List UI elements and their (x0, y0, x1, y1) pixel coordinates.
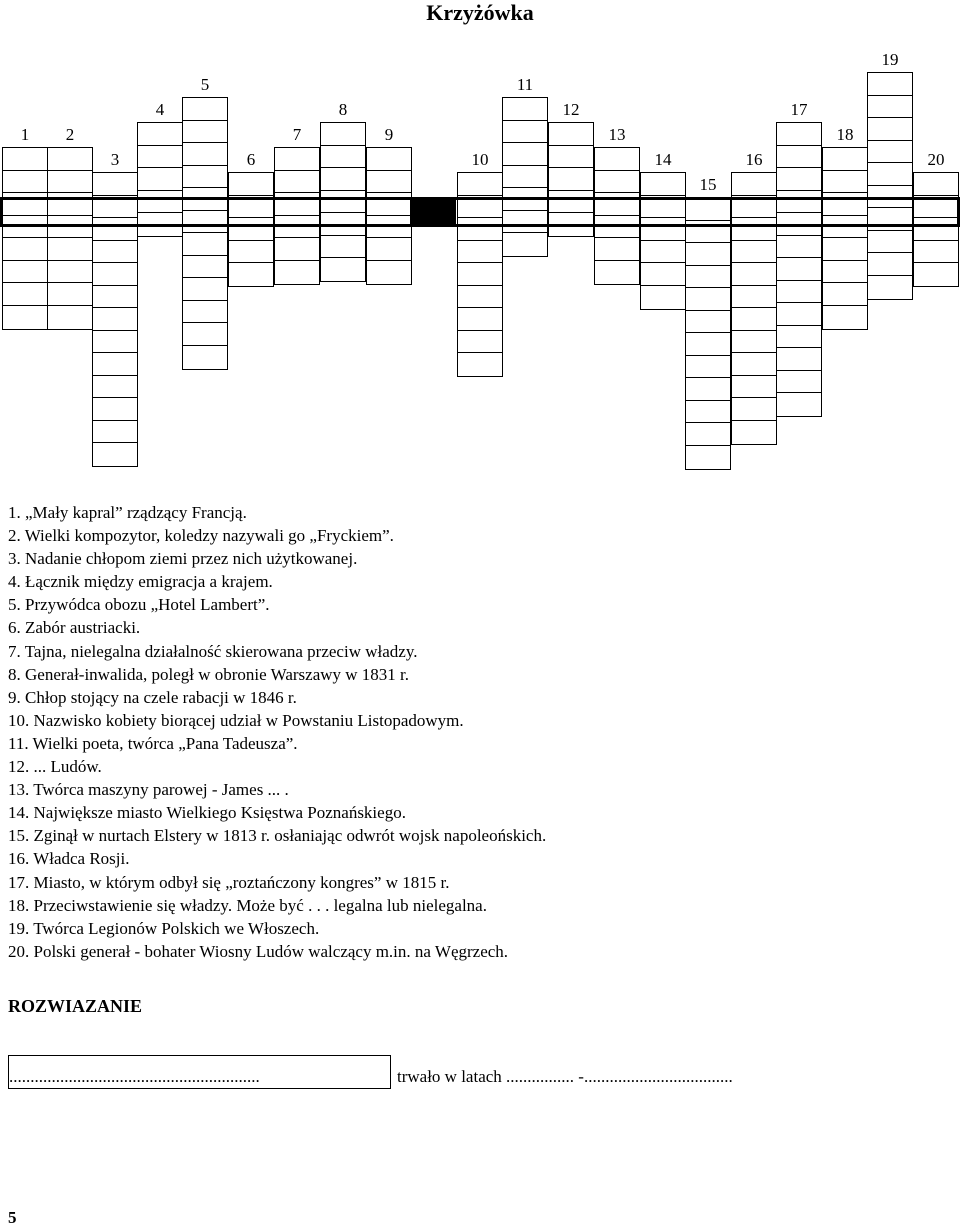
grid-cell[interactable] (776, 190, 822, 215)
grid-cell[interactable] (228, 262, 274, 287)
grid-cell[interactable] (731, 172, 777, 197)
clue-item: 5. Przywódca obozu „Hotel Lambert”. (8, 595, 270, 615)
grid-cell[interactable] (776, 325, 822, 350)
grid-cell[interactable] (685, 310, 731, 335)
grid-cell[interactable] (47, 305, 93, 330)
grid-cell[interactable] (867, 72, 913, 97)
grid-cell[interactable] (867, 95, 913, 120)
grid-cell[interactable] (2, 170, 48, 195)
clue-item: 2. Wielki kompozytor, koledzy nazywali go „Fryckiem”. (8, 526, 394, 546)
grid-cell[interactable] (228, 172, 274, 197)
grid-cell[interactable] (182, 322, 228, 347)
grid-cell[interactable] (2, 260, 48, 285)
grid-cell[interactable] (92, 262, 138, 287)
crossword-grid (0, 0, 960, 480)
clue-number-19: 19 (881, 50, 899, 69)
clue-item: 20. Polski generał - bohater Wiosny Ludów walczący m.in. na Węgrzech. (8, 941, 509, 961)
grid-cell[interactable] (502, 210, 548, 235)
grid-cell[interactable] (47, 215, 93, 240)
grid-cell[interactable] (92, 420, 138, 445)
grid-cell[interactable] (2, 192, 48, 217)
grid-cell[interactable] (731, 285, 777, 310)
grid-cell[interactable] (776, 302, 822, 327)
grid-cell[interactable] (366, 170, 412, 195)
grid-cell[interactable] (366, 192, 412, 217)
clue-item: 3. Nadanie chłopom ziemi przez nich użytkowanej. (8, 549, 358, 569)
grid-cell[interactable] (502, 97, 548, 122)
grid-cell[interactable] (776, 257, 822, 282)
grid-cell[interactable] (2, 237, 48, 262)
grid-cell[interactable] (548, 122, 594, 147)
grid-cell[interactable] (274, 260, 320, 285)
clue-number-13: 13 (608, 125, 626, 144)
grid-cell[interactable] (92, 442, 138, 467)
grid-cell[interactable] (92, 172, 138, 197)
clue-number-9: 9 (384, 125, 394, 144)
grid-cell[interactable] (502, 120, 548, 145)
grid-cell[interactable] (640, 217, 686, 242)
grid-cell[interactable] (274, 147, 320, 172)
grid-cell[interactable] (320, 145, 366, 170)
grid-cell[interactable] (274, 192, 320, 217)
grid-cell[interactable] (776, 212, 822, 237)
grid-cell[interactable] (685, 445, 731, 470)
grid-cell[interactable] (228, 240, 274, 265)
grid-cell[interactable] (457, 330, 503, 355)
grid-cell[interactable] (867, 275, 913, 300)
grid-cell[interactable] (731, 307, 777, 332)
grid-cell[interactable] (548, 212, 594, 237)
grid-cell[interactable] (182, 277, 228, 302)
grid-cell[interactable] (731, 352, 777, 377)
clue-item: 8. Generał-inwalida, poległ w obronie Warszawy w 1831 r. (8, 664, 410, 684)
grid-cell[interactable] (274, 215, 320, 240)
grid-cell[interactable] (47, 282, 93, 307)
grid-cell[interactable] (867, 162, 913, 187)
grid-cell[interactable] (320, 235, 366, 260)
clue-list (8, 501, 546, 963)
grid-cell[interactable] (822, 215, 868, 240)
grid-cell[interactable] (913, 240, 959, 265)
clue-item: 7. Tajna, nielegalna działalność skierowana przeciw władzy. (8, 641, 418, 661)
solution-heading: ROZWIAZANIE (8, 996, 143, 1016)
grid-cell[interactable] (913, 217, 959, 242)
clue-number-15: 15 (699, 175, 717, 194)
grid-cell[interactable] (2, 215, 48, 240)
grid-cell[interactable] (594, 170, 640, 195)
clue-number-17: 17 (790, 100, 808, 119)
grid-cell[interactable] (320, 167, 366, 192)
clue-item: 9. Chłop stojący na czele rabacji w 1846 r. (8, 687, 297, 707)
grid-cell[interactable] (685, 377, 731, 402)
grid-cell[interactable] (92, 330, 138, 355)
grid-cell[interactable] (502, 142, 548, 167)
clue-number-14: 14 (654, 150, 672, 169)
clue-item: 4. Łącznik między emigracja a krajem. (8, 572, 273, 592)
grid-cell[interactable] (502, 165, 548, 190)
grid-cell[interactable] (776, 392, 822, 417)
grid-cell[interactable] (685, 422, 731, 447)
grid-cell[interactable] (822, 282, 868, 307)
clue-number-5: 5 (200, 75, 210, 94)
grid-cell[interactable] (320, 190, 366, 215)
grid-cell[interactable] (182, 165, 228, 190)
grid-cell[interactable] (913, 195, 959, 220)
grid-cell[interactable] (502, 232, 548, 257)
solution-years-text: trwało w latach ................ -................................... (397, 1067, 733, 1086)
clue-number-4: 4 (155, 100, 165, 119)
grid-cell[interactable] (822, 192, 868, 217)
clue-number-3: 3 (110, 150, 120, 169)
grid-cell[interactable] (92, 397, 138, 422)
grid-cell[interactable] (2, 282, 48, 307)
grid-cell[interactable] (92, 352, 138, 377)
grid-cell[interactable] (685, 242, 731, 267)
grid-cell[interactable] (457, 240, 503, 265)
grid-cell[interactable] (594, 147, 640, 172)
grid-cell[interactable] (182, 232, 228, 257)
grid-cell[interactable] (685, 355, 731, 380)
grid-cell[interactable] (92, 307, 138, 332)
grid-cell[interactable] (182, 142, 228, 167)
clue-number-2: 2 (65, 125, 75, 144)
grid-cell[interactable] (92, 195, 138, 220)
grid-cell[interactable] (366, 237, 412, 262)
clue-number-1: 1 (20, 125, 30, 144)
clue-item: 19. Twórca Legionów Polskich we Włoszech. (8, 918, 320, 938)
grid-cell[interactable] (685, 265, 731, 290)
grid-cell[interactable] (228, 195, 274, 220)
grid-cell[interactable] (776, 370, 822, 395)
grid-cell[interactable] (182, 255, 228, 280)
grid-cell[interactable] (640, 195, 686, 220)
grid-cell[interactable] (731, 217, 777, 242)
grid-cell[interactable] (548, 190, 594, 215)
grid-cell[interactable] (640, 172, 686, 197)
grid-cell[interactable] (320, 212, 366, 237)
grid-cell[interactable] (457, 285, 503, 310)
grid-cell[interactable] (776, 347, 822, 372)
clue-item: 11. Wielki poeta, twórca „Pana Tadeusza”. (8, 733, 298, 753)
clue-item: 1. „Mały kapral” rządzący Francją. (8, 503, 247, 522)
clue-number-20: 20 (927, 150, 945, 169)
blocked-cell (410, 197, 456, 227)
grid-cell[interactable] (366, 147, 412, 172)
grid-cell[interactable] (822, 305, 868, 330)
grid-cell[interactable] (320, 257, 366, 282)
grid-cell[interactable] (867, 230, 913, 255)
grid-cell[interactable] (822, 260, 868, 285)
grid-cell[interactable] (457, 352, 503, 377)
clue-item: 12. ... Ludów. (8, 757, 102, 777)
grid-cell[interactable] (182, 345, 228, 370)
grid-cell[interactable] (2, 147, 48, 172)
grid-cell[interactable] (47, 147, 93, 172)
clue-item: 6. Zabór austriacki. (8, 618, 141, 638)
grid-cell[interactable] (457, 195, 503, 220)
grid-cell[interactable] (457, 307, 503, 332)
grid-cell[interactable] (594, 215, 640, 240)
grid-cell[interactable] (92, 240, 138, 265)
grid-cell[interactable] (776, 280, 822, 305)
grid-cell[interactable] (776, 235, 822, 260)
grid-cell[interactable] (366, 260, 412, 285)
grid-cell[interactable] (2, 305, 48, 330)
grid-cell[interactable] (731, 262, 777, 287)
grid-cell[interactable] (182, 300, 228, 325)
grid-cell[interactable] (47, 170, 93, 195)
grid-cell[interactable] (47, 192, 93, 217)
grid-cell[interactable] (502, 187, 548, 212)
grid-cell[interactable] (867, 207, 913, 232)
clue-item: 16. Władca Rosji. (8, 849, 130, 869)
page-title: Krzyżówka (426, 0, 534, 25)
grid-cell[interactable] (137, 167, 183, 192)
clue-item: 17. Miasto, w którym odbył się „roztańczony kongres” w 1815 r. (8, 872, 450, 892)
grid-cell[interactable] (685, 400, 731, 425)
grid-cell[interactable] (182, 187, 228, 212)
clue-number-16: 16 (745, 150, 763, 169)
grid-cell[interactable] (137, 212, 183, 237)
grid-cell[interactable] (92, 217, 138, 242)
clue-number-8: 8 (338, 100, 348, 119)
grid-cell[interactable] (867, 252, 913, 277)
grid-cell[interactable] (731, 397, 777, 422)
grid-cell[interactable] (867, 185, 913, 210)
grid-cell[interactable] (274, 237, 320, 262)
grid-cell[interactable] (731, 375, 777, 400)
grid-cell[interactable] (776, 122, 822, 147)
clue-number-18: 18 (836, 125, 854, 144)
grid-cell[interactable] (685, 220, 731, 245)
grid-cell[interactable] (137, 190, 183, 215)
grid-cell[interactable] (182, 210, 228, 235)
grid-cell[interactable] (685, 197, 731, 222)
grid-cell[interactable] (913, 262, 959, 287)
grid-cell[interactable] (92, 285, 138, 310)
grid-cell[interactable] (867, 140, 913, 165)
grid-cell[interactable] (320, 122, 366, 147)
grid-cell[interactable] (913, 172, 959, 197)
clue-number-12: 12 (562, 100, 580, 119)
clue-number-10: 10 (471, 150, 489, 169)
grid-cell[interactable] (640, 240, 686, 265)
grid-cell[interactable] (731, 420, 777, 445)
grid-cell[interactable] (685, 287, 731, 312)
grid-cell[interactable] (731, 240, 777, 265)
grid-cell[interactable] (594, 237, 640, 262)
clue-item: 10. Nazwisko kobiety biorącej udział w Powstaniu Listopadowym. (8, 710, 464, 730)
clue-number-6: 6 (246, 150, 256, 169)
grid-cell[interactable] (822, 147, 868, 172)
grid-cell[interactable] (776, 167, 822, 192)
grid-cell[interactable] (92, 375, 138, 400)
grid-cell[interactable] (366, 215, 412, 240)
grid-cell[interactable] (457, 172, 503, 197)
clue-item: 14. Największe miasto Wielkiego Księstwa Poznańskiego. (8, 803, 406, 823)
grid-cell[interactable] (274, 170, 320, 195)
grid-cell[interactable] (457, 217, 503, 242)
grid-cell[interactable] (822, 237, 868, 262)
grid-cell[interactable] (594, 260, 640, 285)
grid-cell[interactable] (731, 330, 777, 355)
grid-cell[interactable] (776, 145, 822, 170)
clue-item: 18. Przeciwstawienie się władzy. Może być . . . legalna lub nielegalna. (8, 895, 487, 915)
grid-cell[interactable] (594, 192, 640, 217)
grid-cell[interactable] (228, 217, 274, 242)
clue-number-11: 11 (516, 75, 534, 94)
grid-cell[interactable] (182, 97, 228, 122)
grid-cell[interactable] (137, 145, 183, 170)
solution-answer-field[interactable]: ........................................................... (8, 1055, 391, 1089)
grid-cell[interactable] (822, 170, 868, 195)
grid-cell[interactable] (640, 262, 686, 287)
grid-cell[interactable] (548, 167, 594, 192)
clue-item: 13. Twórca maszyny parowej - James ... . (8, 780, 289, 800)
grid-cell[interactable] (182, 120, 228, 145)
grid-cell[interactable] (47, 237, 93, 262)
clue-number-7: 7 (292, 125, 302, 144)
grid-cell[interactable] (47, 260, 93, 285)
grid-cell[interactable] (457, 262, 503, 287)
page-number: 5 (8, 1208, 17, 1227)
grid-cell[interactable] (731, 195, 777, 220)
grid-cell[interactable] (867, 117, 913, 142)
clue-item: 15. Zginął w nurtach Elstery w 1813 r. osłaniając odwrót wojsk napoleońskich. (8, 826, 547, 846)
grid-cell[interactable] (685, 332, 731, 357)
grid-cell[interactable] (548, 145, 594, 170)
grid-cell[interactable] (137, 122, 183, 147)
grid-cell[interactable] (640, 285, 686, 310)
